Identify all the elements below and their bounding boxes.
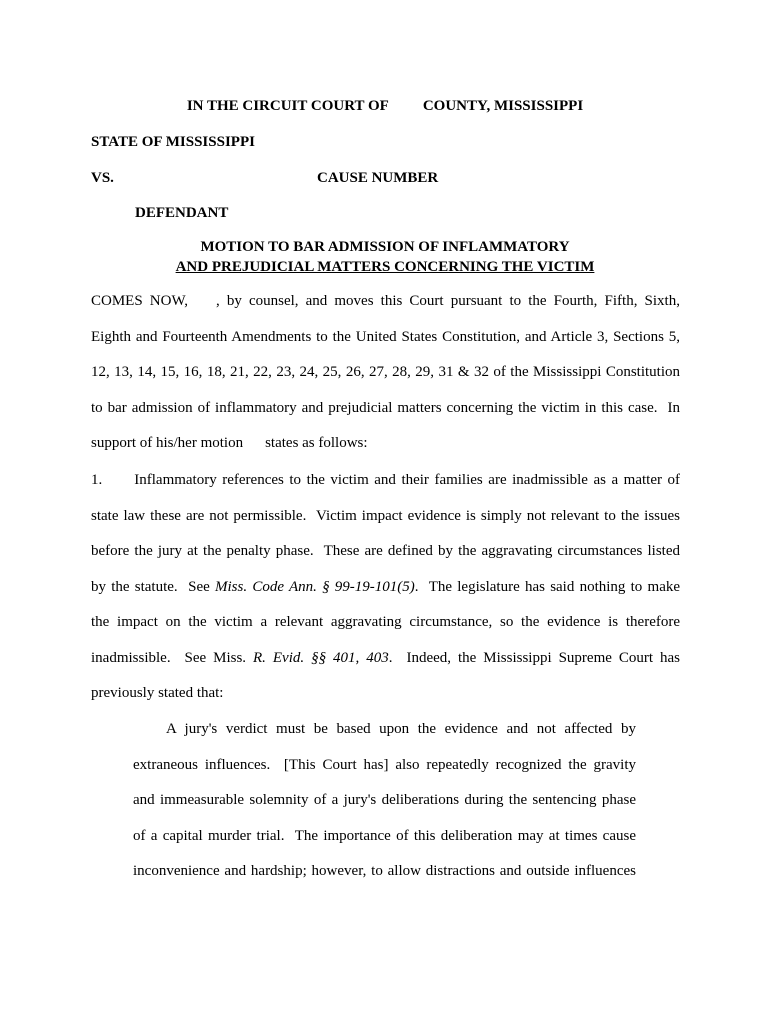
- text-line: [91, 605, 680, 641]
- text-segment: support of his/her motion: [91, 435, 244, 451]
- text-line: [91, 284, 680, 320]
- motion-title-line2: AND PREJUDICIAL MATTERS CONCERNING THE VICTIM: [175, 259, 595, 275]
- text-line: [91, 355, 680, 391]
- text-segment: the impact on the victim a relevant aggravating circumstance, so the evidence is therefore: [91, 614, 680, 630]
- text-line: [133, 819, 636, 855]
- text-line: [133, 854, 636, 890]
- text-line: [91, 426, 680, 462]
- motion-title: [0, 237, 770, 277]
- block-quote: [133, 712, 636, 890]
- defendant-line: DEFENDANT: [135, 205, 229, 221]
- text-line: [91, 463, 680, 499]
- blank-field-county: [389, 109, 423, 110]
- text-segment: of a capital murder trial. The importance of this deliberation may at times cause: [133, 827, 636, 844]
- text-segment: inconvenience and hardship; however, to allow distractions and outside influences: [133, 863, 636, 879]
- text-segment: A jury's verdict must be based upon the evidence and not affected by: [166, 721, 636, 737]
- text-segment: before the jury at the penalty phase. These are defined by the aggravating circumstances listed: [91, 543, 680, 559]
- text-line: [91, 641, 680, 677]
- vs-line: [91, 168, 680, 188]
- text-segment: to bar admission of inflammatory and prejudicial matters concerning the victim in this case. In: [91, 399, 680, 416]
- text-segment: R. Evid. §§ 401, 403: [253, 649, 389, 666]
- text-segment: extraneous influences. [This Court has] also repeatedly recognized the gravity: [133, 756, 636, 773]
- text-line: [91, 499, 680, 535]
- blank-field: [243, 446, 265, 447]
- text-segment: 12, 13, 14, 15, 16, 18, 21, 22, 23, 24, 25, 26, 27, 28, 29, 31 & 32 of the Mississippi Constitution: [91, 364, 680, 380]
- text-line: [133, 783, 636, 819]
- text-segment: states as follows:: [265, 435, 368, 451]
- text-segment: Eighth and Fourteenth Amendments to the United States Constitution, and Article 3, Sections 5,: [91, 328, 680, 345]
- text-line: [91, 320, 680, 356]
- intro-paragraph: [91, 284, 680, 462]
- blank-field: [133, 732, 166, 733]
- court-header: [0, 96, 770, 116]
- numbered-paragraph-1: [91, 463, 680, 712]
- text-segment: . Indeed, the Mississippi Supreme Court has: [388, 649, 680, 666]
- text-segment: by the statute. See: [91, 578, 216, 595]
- text-line: [91, 391, 680, 427]
- cause-number-label: CAUSE NUMBER: [317, 170, 439, 186]
- motion-title-line1: MOTION TO BAR ADMISSION OF INFLAMMATORY: [200, 239, 570, 255]
- text-segment: Miss. Code Ann. § 99-19-101(5): [215, 578, 415, 595]
- text-line: [91, 570, 680, 606]
- text-line: [133, 748, 636, 784]
- text-segment: and immeasurable solemnity of a jury's deliberations during the sentencing phase: [133, 792, 636, 808]
- text-segment: inadmissible. See Miss.: [91, 649, 254, 666]
- blank-field: [102, 483, 134, 484]
- text-line: [133, 712, 636, 748]
- text-segment: previously stated that:: [91, 685, 224, 701]
- court-header-left: IN THE CIRCUIT COURT OF: [186, 98, 389, 114]
- plaintiff-line: STATE OF MISSISSIPPI: [91, 134, 255, 150]
- text-segment: Inflammatory references to the victim and their families are inadmissible as a matter of: [134, 472, 680, 488]
- text-segment: COMES NOW,: [91, 293, 188, 309]
- court-header-right: COUNTY, MISSISSIPPI: [422, 98, 584, 114]
- text-segment: 1.: [91, 472, 103, 488]
- text-line: [91, 534, 680, 570]
- text-segment: , by counsel, and moves this Court pursuant to the Fourth, Fifth, Sixth,: [215, 293, 680, 309]
- text-segment: state law these are not permissible. Victim impact evidence is simply not relevant to the issues: [91, 507, 680, 524]
- vs-label: VS.: [91, 170, 114, 186]
- text-line: [91, 676, 680, 712]
- blank-field: [188, 304, 216, 305]
- text-segment: . The legislature has said nothing to make: [414, 578, 680, 595]
